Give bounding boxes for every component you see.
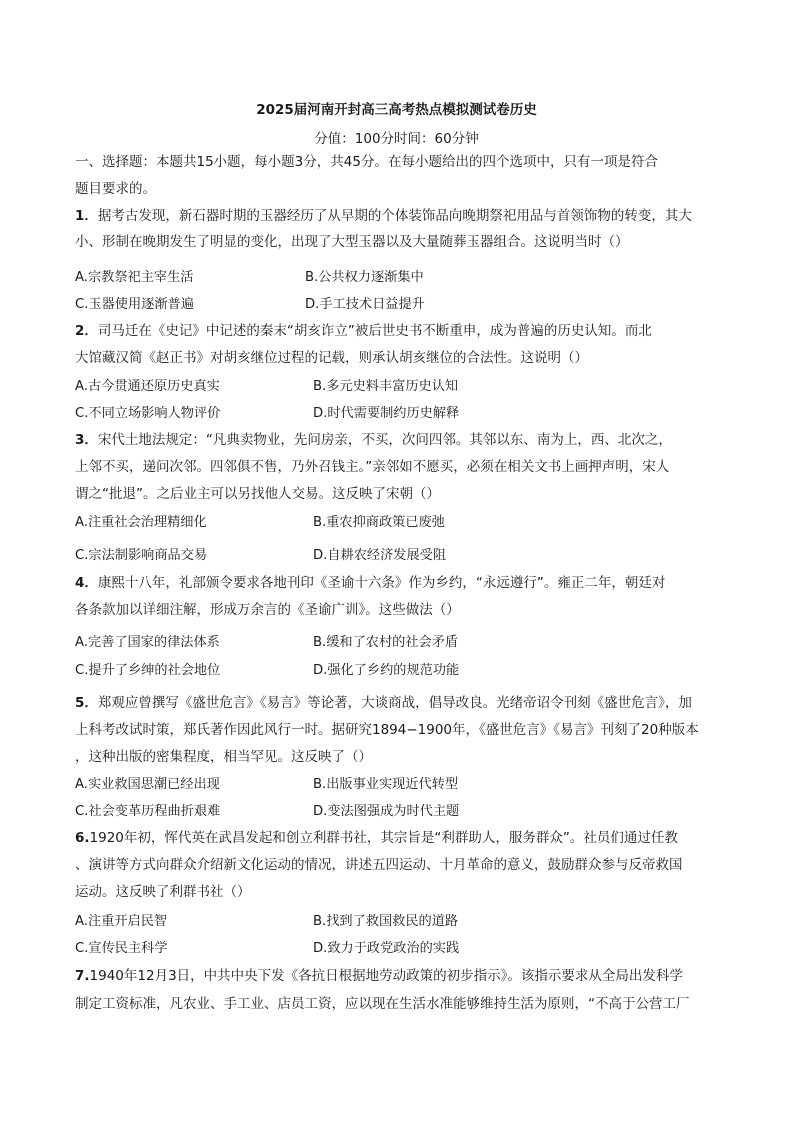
question-4-option-a[interactable]: A.完善了国家的律法体系 bbox=[75, 635, 220, 650]
question-2-line1 bbox=[75, 321, 652, 341]
question-text: 据考古发现，新石器时期的玉器经历了从早期的个体装饰品向晚期祭祀用品与首领饰物的转变，其大 bbox=[97, 208, 692, 224]
question-5-line2: 上科考改试时策，郑氏著作因此风行一时。据研究1894−1900年，《盛世危言》《易言》刊刻了20种版本 bbox=[75, 722, 699, 738]
question-number: 3． bbox=[75, 432, 98, 448]
question-number: 7. bbox=[75, 968, 90, 984]
section-instructions-line2: 题目要求的。 bbox=[75, 181, 156, 197]
question-1-option-c[interactable]: C.玉器使用逐渐普遍 bbox=[75, 297, 194, 312]
question-6-option-c[interactable]: C.宣传民主科学 bbox=[75, 941, 168, 956]
exam-meta: 分值：100分时间：60分钟 bbox=[314, 131, 479, 147]
question-4-option-c[interactable]: C.提升了乡绅的社会地位 bbox=[75, 663, 221, 678]
question-text: 司马迁在《史记》中记述的秦末“胡亥诈立”被后世史书不断重申，成为普遍的历史认知。而北 bbox=[97, 323, 652, 339]
question-4-option-d[interactable]: D.强化了乡约的规范功能 bbox=[313, 663, 460, 678]
question-number: 1． bbox=[75, 208, 98, 224]
question-4-line1 bbox=[75, 573, 665, 593]
question-3-option-d[interactable]: D.自耕农经济发展受阻 bbox=[313, 548, 447, 563]
question-text: 郑观应曾撰写《盛世危言》《易言》等论著，大谈商战，倡导改良。光绪帝诏令刊刻《盛世危言》，加 bbox=[97, 695, 692, 711]
question-7-line1 bbox=[75, 966, 683, 986]
question-5-line3: ，这种出版的密集程度，相当罕见。这反映了（） bbox=[75, 749, 372, 765]
question-3-line1 bbox=[75, 430, 672, 450]
question-3-option-a[interactable]: A.注重社会治理精细化 bbox=[75, 515, 207, 530]
question-6-line1 bbox=[75, 828, 678, 848]
question-1-option-a[interactable]: A.宗教祭祀主宰生活 bbox=[75, 270, 194, 285]
question-3-line2: 上邻不买，递问次邻。四邻俱不售，乃外召钱主。”亲邻如不愿买，必须在相关文书上画押声明，宋人 bbox=[75, 459, 670, 475]
question-text: 宋代土地法规定：“凡典卖物业，先问房亲，不买，次问四邻。其邻以东、南为上，西、北次之， bbox=[97, 432, 672, 448]
question-6-option-a[interactable]: A.注重开启民智 bbox=[75, 914, 168, 929]
question-3-option-c[interactable]: C.宗法制影响商品交易 bbox=[75, 548, 208, 563]
question-1-option-d[interactable]: D.手工技术日益提升 bbox=[305, 297, 425, 312]
question-number: 4． bbox=[75, 575, 98, 591]
question-2-option-d[interactable]: D.时代需要制约历史解释 bbox=[313, 406, 460, 421]
question-number: 6. bbox=[75, 830, 90, 846]
question-2-option-b[interactable]: B.多元史料丰富历史认知 bbox=[313, 379, 459, 394]
exam-title: 2025届河南开封高三高考热点模拟测试卷历史 bbox=[256, 102, 537, 118]
question-5-line1 bbox=[75, 693, 692, 713]
question-5-option-b[interactable]: B.出版事业实现近代转型 bbox=[313, 777, 459, 792]
question-6-option-b[interactable]: B.找到了救国救民的道路 bbox=[313, 914, 459, 929]
question-1-line1 bbox=[75, 206, 692, 226]
question-7-line2: 制定工资标准，凡农业、手工业、店员工资，应以现在生活水准能够维持生活为原则，“不高于公营工厂 bbox=[75, 996, 690, 1012]
question-1-option-b[interactable]: B.公共权力逐渐集中 bbox=[305, 270, 424, 285]
section-instructions-line1: 一、选择题：本题共15小题，每小题3分，共45分。在每小题给出的四个选项中，只有一项是符合 bbox=[75, 154, 658, 170]
question-4-line2: 各条款加以详细注解，形成万余言的《圣谕广训》。这些做法（） bbox=[75, 602, 460, 618]
question-5-option-d[interactable]: D.变法图强成为时代主题 bbox=[313, 804, 460, 819]
question-5-option-a[interactable]: A.实业救国思潮已经出现 bbox=[75, 777, 220, 792]
question-6-line2: 、演讲等方式向群众介绍新文化运动的情况，讲述五四运动、十月革命的意义，鼓励群众参与反帝救国 bbox=[75, 857, 683, 873]
question-number: 5． bbox=[75, 695, 98, 711]
question-4-option-b[interactable]: B.缓和了农村的社会矛盾 bbox=[313, 635, 459, 650]
question-text: 1940年12月3日，中共中央下发《各抗日根据地劳动政策的初步指示》。该指示要求从全局出发科学 bbox=[89, 968, 683, 984]
question-3-line3: 谓之“批退”。之后业主可以另找他人交易。这反映了宋朝（） bbox=[75, 486, 440, 502]
question-2-option-c[interactable]: C.不同立场影响人物评价 bbox=[75, 406, 221, 421]
question-3-option-b[interactable]: B.重农抑商政策已废弛 bbox=[313, 515, 445, 530]
question-6-option-d[interactable]: D.致力于政党政治的实践 bbox=[313, 941, 460, 956]
question-1-line2: 小、形制在晚期发生了明显的变化，出现了大型玉器以及大量随葬玉器组合。这说明当时（） bbox=[75, 234, 629, 250]
question-2-option-a[interactable]: A.古今贯通还原历史真实 bbox=[75, 379, 220, 394]
question-text: 1920年初，恽代英在武昌发起和创立利群书社，其宗旨是“利群助人，服务群众”。社员们通过任教 bbox=[89, 830, 678, 846]
question-2-line2: 大馆藏汉简《赵正书》对胡亥继位过程的记载，则承认胡亥继位的合法性。这说明（） bbox=[75, 350, 588, 366]
question-6-line3: 运动。这反映了利群书社（） bbox=[75, 884, 251, 900]
question-5-option-c[interactable]: C.社会变革历程曲折艰难 bbox=[75, 804, 221, 819]
question-text: 康熙十八年，礼部颁令要求各地刊印《圣谕十六条》作为乡约，“永远遵行”。雍正二年，朝廷对 bbox=[97, 575, 666, 591]
question-number: 2． bbox=[75, 323, 98, 339]
